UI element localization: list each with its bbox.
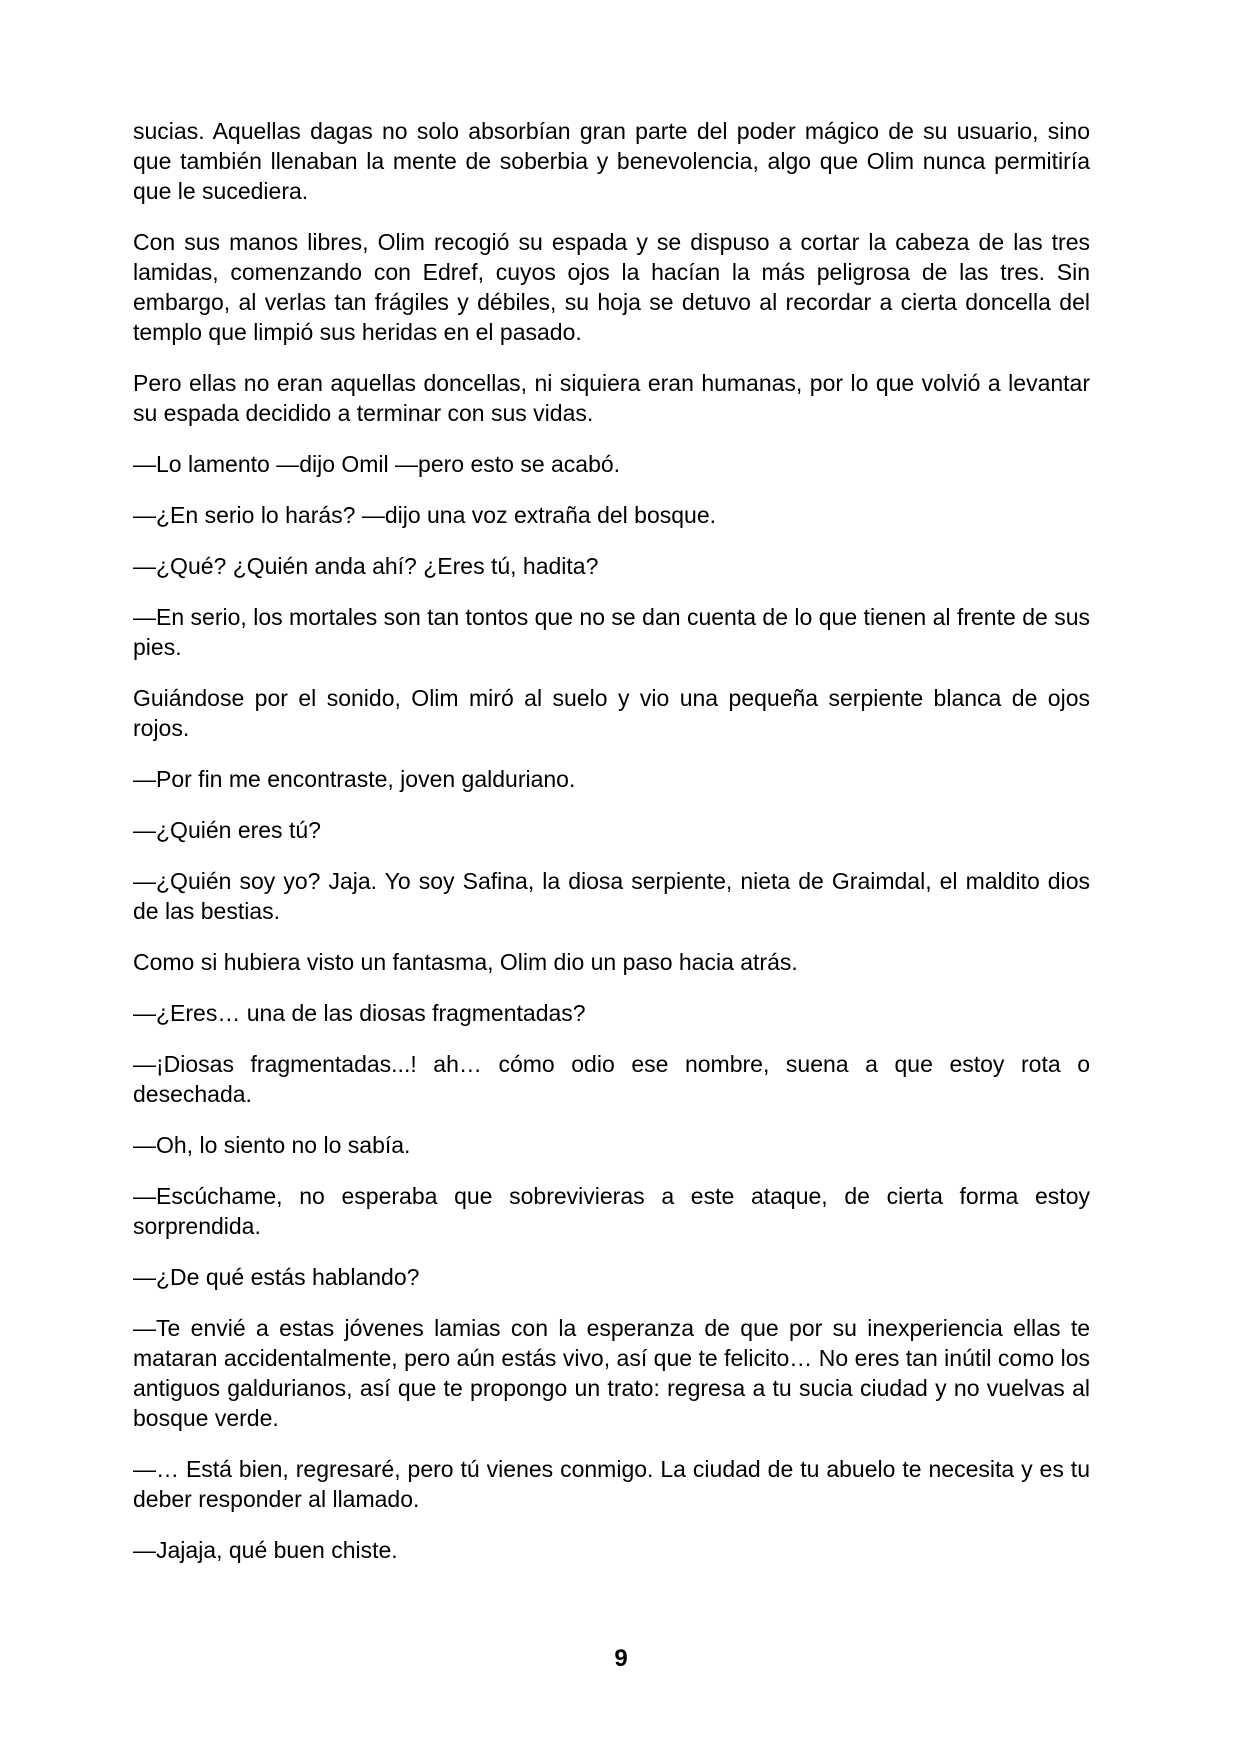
story-paragraph: —Jajaja, qué buen chiste. <box>133 1537 398 1563</box>
story-paragraph: —¿Quién eres tú? <box>133 817 321 843</box>
story-paragraph: —Te envié a estas jóvenes lamias con la esperanza de que por su inexperiencia ellas te mataran accidentalmente, pero aún estás vivo, así que te felicito… No eres tan inútil como los antiguos galdurianos, así que te propongo un trato: regresa a tu sucia ciudad y no vuelvas al bosque verde. <box>133 1315 1090 1431</box>
story-paragraph: —… Está bien, regresaré, pero tú vienes conmigo. La ciudad de tu abuelo te necesita y es tu deber responder al llamado. <box>133 1456 1090 1512</box>
page-number: 9 <box>614 1645 628 1672</box>
page-footer <box>0 1644 1242 1674</box>
story-paragraph: —Escúchame, no esperaba que sobrevivieras a este ataque, de cierta forma estoy sorprendida. <box>133 1183 1090 1239</box>
story-paragraph: —Oh, lo siento no lo sabía. <box>133 1132 411 1158</box>
story-paragraph: —¿En serio lo harás? —dijo una voz extraña del bosque. <box>133 502 716 528</box>
story-paragraph: Pero ellas no eran aquellas doncellas, ni siquiera eran humanas, por lo que volvió a levantar su espada decidido a terminar con sus vidas. <box>133 370 1090 426</box>
story-paragraph: sucias. Aquellas dagas no solo absorbían gran parte del poder mágico de su usuario, sino que también llenaban la mente de soberbia y benevolencia, algo que Olim nunca permitiría que le sucediera. <box>133 118 1090 204</box>
story-paragraph: —¿Qué? ¿Quién anda ahí? ¿Eres tú, hadita? <box>133 553 599 579</box>
story-paragraph: —Por fin me encontraste, joven galduriano. <box>133 766 576 792</box>
story-paragraph: Guiándose por el sonido, Olim miró al suelo y vio una pequeña serpiente blanca de ojos rojos. <box>133 685 1090 741</box>
story-paragraph: —En serio, los mortales son tan tontos que no se dan cuenta de lo que tienen al frente de sus pies. <box>133 604 1090 660</box>
story-paragraph: Con sus manos libres, Olim recogió su espada y se dispuso a cortar la cabeza de las tres lamidas, comenzando con Edref, cuyos ojos la hacían la más peligrosa de las tres. Sin embargo, al verlas tan frágiles y débiles, su hoja se detuvo al recordar a cierta doncella del templo que limpió sus heridas en el pasado. <box>133 229 1090 345</box>
page-body <box>133 116 1090 1586</box>
story-paragraph: —¿De qué estás hablando? <box>133 1264 420 1290</box>
story-paragraph: —Lo lamento —dijo Omil —pero esto se acabó. <box>133 451 621 477</box>
story-paragraph: —¿Eres… una de las diosas fragmentadas? <box>133 1000 586 1026</box>
story-paragraph: —¡Diosas fragmentadas...! ah… cómo odio ese nombre, suena a que estoy rota o desechada. <box>133 1051 1090 1107</box>
story-paragraph: Como si hubiera visto un fantasma, Olim dio un paso hacia atrás. <box>133 949 798 975</box>
story-paragraph: —¿Quién soy yo? Jaja. Yo soy Safina, la diosa serpiente, nieta de Graimdal, el maldito dios de las bestias. <box>133 868 1090 924</box>
